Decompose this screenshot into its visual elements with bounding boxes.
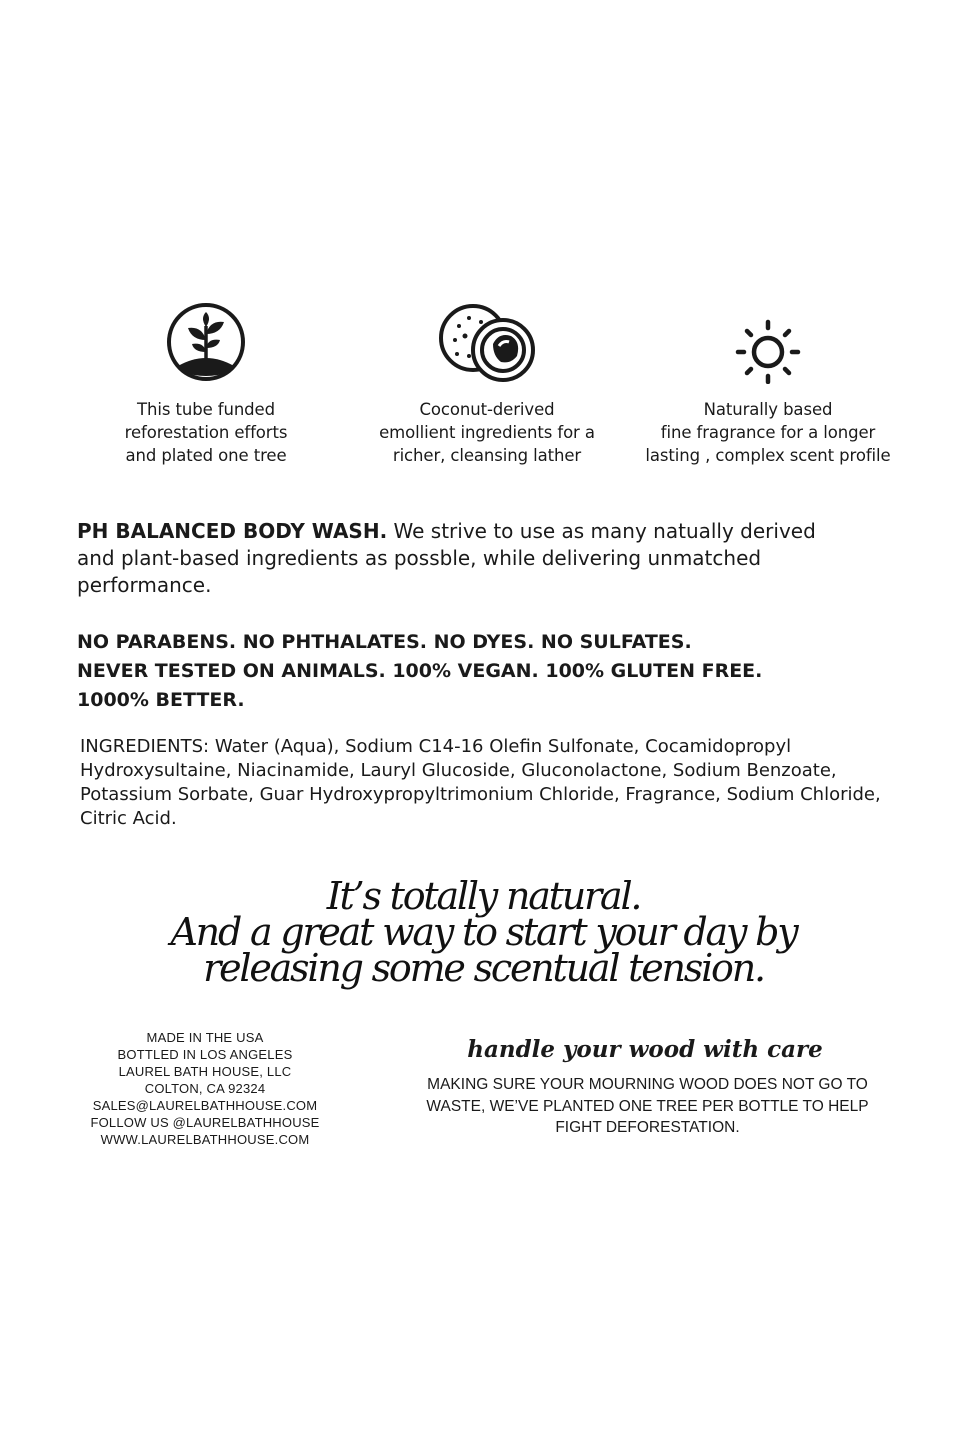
address-line: MADE IN THE USA [146, 1030, 264, 1045]
feature-coconut [347, 300, 627, 467]
product-description-body: We strive to use as many natually derived and plant-based ingredients as possble, while delivering unmatched performance. [77, 519, 816, 597]
tagline-line: releasing some scentual tension. [203, 946, 764, 990]
claim-line: NO PARABENS. NO PHTHALATES. NO DYES. NO SULFATES. [77, 631, 692, 653]
address-social: FOLLOW US @LAURELBATHHOUSE [90, 1115, 320, 1130]
company-address [80, 1029, 330, 1148]
address-website: WWW.LAURELBATHHOUSE.COM [100, 1132, 310, 1147]
feature-text: Coconut-derived emollient ingredients for a richer, cleansing lather [379, 400, 595, 465]
feature-text: This tube funded reforestation efforts and plated one tree [124, 400, 288, 465]
ingredients-list: INGREDIENTS: Water (Aqua), Sodium C14-16 Olefin Sulfonate, Cocamidopropyl Hydroxysultaine, Niacinamide, Lauryl Glucoside, Gluconolactone, Sodium Benzoate, Potassium Sorbate, Guar Hydroxypropyltrimonium Chloride, Fragrance, Sodium Chloride, Citric Acid. [80, 736, 881, 829]
address-email: SALES@LAURELBATHHOUSE.COM [92, 1098, 318, 1113]
address-line: BOTTLED IN LOS ANGELES [117, 1047, 293, 1062]
feature-fragrance [628, 300, 908, 467]
sapling-icon [164, 300, 248, 384]
claim-line: NEVER TESTED ON ANIMALS. 100% VEGAN. 100% GLUTEN FREE. [77, 660, 763, 682]
coconut-icon [435, 300, 539, 384]
address-line: LAUREL BATH HOUSE, LLC [118, 1064, 292, 1079]
tagline-line: And a great way to start your day by [170, 910, 797, 954]
address-line: COLTON, CA 92324 [144, 1081, 266, 1096]
product-claims [77, 628, 897, 715]
claim-line: 1000% BETTER. [77, 689, 245, 711]
tagline [0, 874, 967, 990]
product-description [77, 518, 837, 599]
care-title: handle your wood with care [467, 1036, 823, 1063]
care-text: MAKING SURE YOUR MOURNING WOOD DOES NOT GO TO WASTE, WE’VE PLANTED ONE TREE PER BOTTLE TO HELP FIGHT DEFORESTATION. [426, 1076, 869, 1136]
feature-text: Naturally based fine fragrance for a longer lasting , complex scent profile [645, 400, 891, 465]
tagline-line: It’s totally natural. [326, 874, 641, 918]
feature-reforestation [66, 300, 346, 467]
sun-icon [726, 300, 810, 384]
product-heading: PH BALANCED BODY WASH. [77, 519, 388, 543]
feature-icons-row [0, 300, 967, 490]
